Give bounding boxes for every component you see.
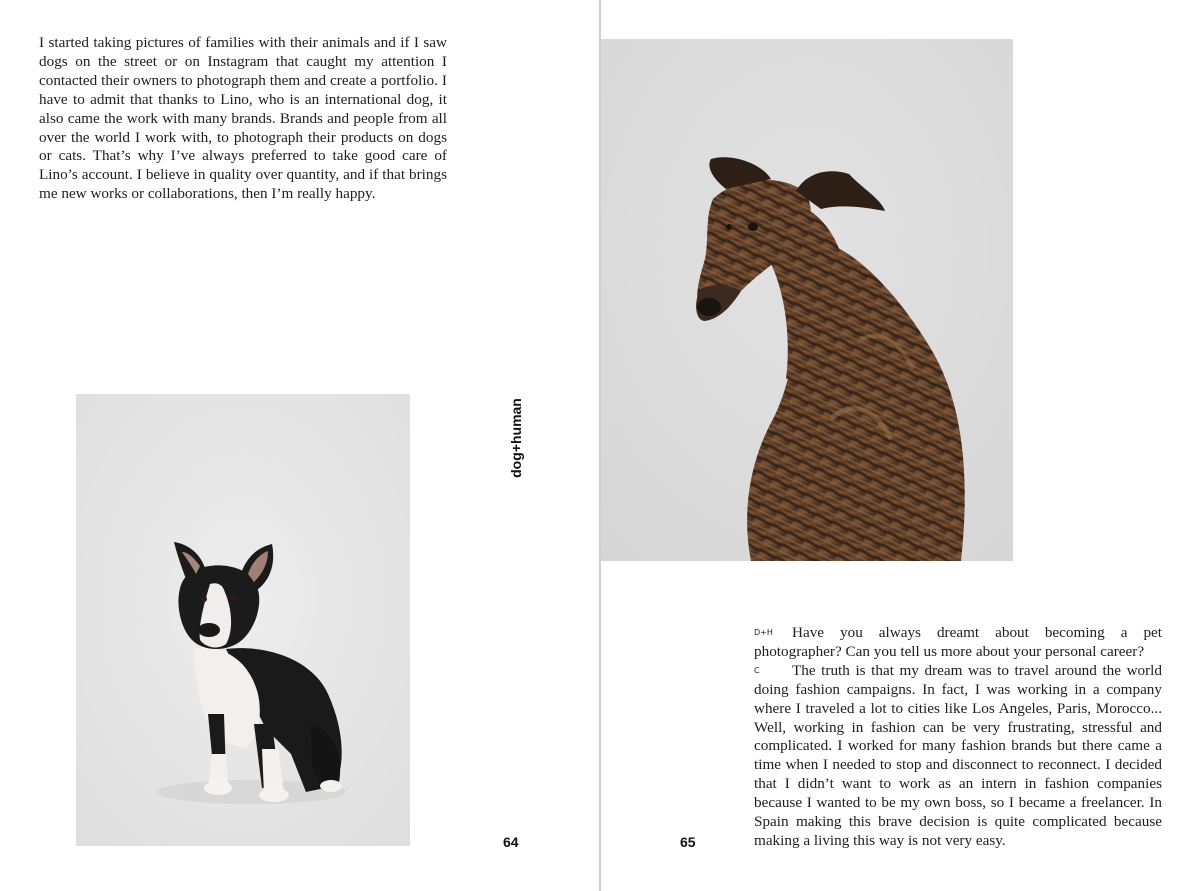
bull-terrier-puppy-image bbox=[76, 394, 410, 846]
left-page bbox=[0, 0, 599, 891]
greyhound-photo bbox=[601, 39, 1013, 561]
page-number-right: 65 bbox=[680, 834, 696, 850]
question-paragraph bbox=[754, 624, 1162, 662]
running-head: dog+human bbox=[508, 398, 524, 478]
question-speaker-label: D+H bbox=[754, 628, 773, 637]
page-number-left: 64 bbox=[503, 834, 519, 850]
answer-text: The truth is that my dream was to travel around the world doing fashion campaigns. In fact, I was working in a company where I traveled a lot to cities like Los Angeles, Paris, Morocco... Well, working in fashion can be very frustrating, stressful and complicated. I worked for many fashion brands but there came a time when I needed to stop and disconnect to reconnect. I decided that I didn’t want to work as an intern in fashion companies because I wanted to be my own boss, so I became a freelancer. In Spain making this brave decision is quite complicated because making a living this way is not very easy. bbox=[754, 661, 1162, 849]
brindle-greyhound-image bbox=[601, 39, 1013, 561]
left-body-text: I started taking pictures of families with their animals and if I saw dogs on the street or on Instagram that caught my attention I contacted their owners to photograph them and create a portfolio. I have to admit that thanks to Lino, who is an international dog, it also came the work with many brands. Brands and people from all over the world I work with, to photograph their products on dogs or cats. That’s why I’ve always preferred to take good care of Lino’s account. I believe in quality over quantity, and if that brings me new works or collaborations, then I’m really happy. bbox=[39, 34, 447, 203]
puppy-photo bbox=[76, 394, 410, 846]
interview-block bbox=[754, 624, 1162, 851]
answer-speaker-label: C bbox=[754, 665, 760, 675]
answer-paragraph bbox=[754, 662, 1162, 851]
question-text: Have you always dreamt about becoming a pet photographer? Can you tell us more about your personal career? bbox=[754, 624, 1162, 660]
